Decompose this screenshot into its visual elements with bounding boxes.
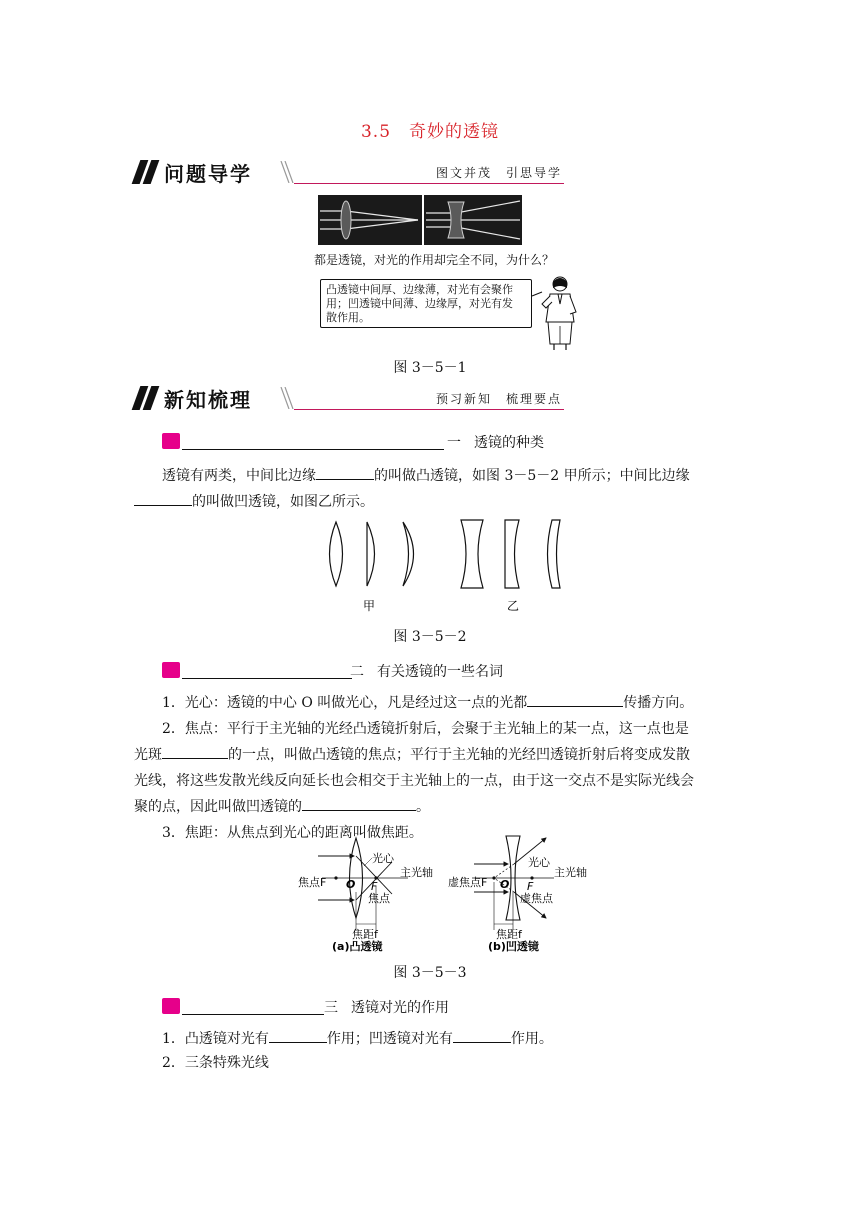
text: 1．光心：透镜的中心 O 叫做光心，凡是经过这一点的光都 bbox=[162, 695, 528, 711]
text: 2．焦点：平行于主光轴的光经凸透镜折射后，会聚于主光轴上的某一点，这一点也是 bbox=[162, 721, 689, 737]
label-optical-center: 光心 bbox=[372, 852, 394, 865]
label-focus-left: 焦点F bbox=[298, 876, 327, 889]
figure-caption: 图 3－5－3 bbox=[393, 965, 467, 981]
section-number: 三 bbox=[324, 1000, 338, 1016]
text: 聚的点，因此叫做凹透镜的 bbox=[134, 799, 302, 815]
section-banner-knowledge bbox=[134, 384, 564, 414]
section-marker bbox=[162, 662, 180, 678]
paragraph bbox=[134, 742, 690, 768]
paragraph bbox=[162, 463, 690, 489]
text: 1．凸透镜对光有 bbox=[162, 1031, 269, 1047]
caption-b: (b)凹透镜 bbox=[488, 940, 539, 953]
fill-in-blank[interactable] bbox=[527, 691, 623, 707]
bubble-line: 用；凹透镜中间薄、边缘厚，对光有发 bbox=[326, 297, 513, 310]
fill-in-blank[interactable] bbox=[302, 795, 416, 811]
text: 的叫做凹透镜，如图乙所示。 bbox=[192, 494, 374, 510]
text: 作用；凹透镜对光有 bbox=[326, 1031, 453, 1047]
label-o: O bbox=[346, 878, 356, 891]
caption-a: (a)凸透镜 bbox=[332, 940, 383, 953]
figure-question: 都是透镜，对光的作用却完全不同，为什么？ bbox=[314, 253, 555, 267]
section-title: 有关透镜的一些名词 bbox=[377, 664, 503, 680]
text: 传播方向。 bbox=[623, 695, 694, 711]
bubble-line: 散作用。 bbox=[326, 311, 370, 324]
concave-lens-diagram bbox=[448, 836, 587, 953]
label-principal-axis: 主光轴 bbox=[554, 866, 587, 879]
teacher-illustration bbox=[530, 274, 580, 352]
banner-double-slash-icon bbox=[280, 161, 294, 183]
label-o: O bbox=[500, 878, 510, 891]
section-underline bbox=[182, 449, 444, 450]
page-title: 3.5 奇妙的透镜 bbox=[360, 122, 500, 142]
label-f: F bbox=[371, 880, 378, 893]
speech-bubble bbox=[320, 279, 532, 328]
paragraph bbox=[134, 794, 430, 820]
figure-caption: 图 3－5－2 bbox=[393, 629, 467, 645]
banner-subtitle: 预习新知 梳理要点 bbox=[435, 392, 562, 406]
label-focus: 焦点 bbox=[368, 892, 390, 905]
text: 3．焦距：从焦点到光心的距离叫做焦距。 bbox=[162, 825, 423, 841]
section-underline bbox=[182, 678, 352, 679]
section-banner-problem bbox=[134, 158, 564, 188]
bubble-line: 凸透镜中间厚、边缘薄，对光有会聚作 bbox=[326, 283, 513, 296]
section-marker bbox=[162, 998, 180, 1014]
convex-lens-diagram bbox=[298, 838, 433, 953]
biconcave-lens bbox=[461, 520, 483, 588]
section-underline bbox=[182, 1014, 324, 1015]
paragraph bbox=[134, 768, 694, 794]
text: 光斑 bbox=[134, 747, 162, 763]
text: 透镜有两类，中间比边缘 bbox=[162, 468, 316, 484]
section-title: 透镜对光的作用 bbox=[351, 1000, 449, 1016]
fill-in-blank[interactable] bbox=[134, 490, 192, 506]
label-convex: 甲 bbox=[362, 599, 376, 613]
banner-title: 问题导学 bbox=[164, 162, 252, 186]
section-number: 一 bbox=[447, 435, 461, 451]
meniscus-concave-lens bbox=[548, 520, 561, 588]
fill-in-blank[interactable] bbox=[316, 464, 374, 480]
text: 2．三条特殊光线 bbox=[162, 1055, 269, 1071]
paragraph bbox=[162, 1026, 553, 1052]
banner-title: 新知梳理 bbox=[164, 388, 252, 412]
banner-rule bbox=[294, 409, 564, 410]
label-virtual-focus-left: 虚焦点F bbox=[448, 876, 488, 889]
fill-in-blank[interactable] bbox=[453, 1027, 511, 1043]
label-virtual-focus: 虚焦点 bbox=[520, 892, 553, 905]
label-concave: 乙 bbox=[506, 599, 520, 613]
paragraph bbox=[134, 489, 374, 515]
text: 的一点，叫做凸透镜的焦点；平行于主光轴的光经凹透镜折射后将变成发散 bbox=[228, 747, 690, 763]
banner-rule bbox=[294, 183, 564, 184]
banner-subtitle: 图文并茂 引思导学 bbox=[435, 166, 562, 180]
biconvex-lens bbox=[330, 522, 343, 586]
label-principal-axis: 主光轴 bbox=[400, 866, 433, 879]
label-focal-length: 焦距f bbox=[352, 928, 378, 941]
label-f: F bbox=[527, 880, 534, 893]
label-focal-length: 焦距f bbox=[496, 928, 522, 941]
fill-in-blank[interactable] bbox=[269, 1027, 327, 1043]
paragraph bbox=[162, 690, 693, 716]
lens-photo-figure bbox=[318, 195, 522, 245]
plano-concave-lens bbox=[505, 520, 519, 588]
meniscus-convex-lens bbox=[403, 522, 414, 586]
text: 光线，将这些发散光线反向延长也会相交于主光轴上的一点，由于这一交点不是实际光线会 bbox=[134, 773, 694, 789]
text: 作用。 bbox=[510, 1031, 553, 1047]
section-marker bbox=[162, 433, 180, 449]
banner-double-slash-icon bbox=[280, 387, 294, 409]
text: 。 bbox=[416, 799, 430, 815]
section-title: 透镜的种类 bbox=[474, 435, 544, 451]
lens-types-figure bbox=[320, 516, 570, 618]
text: 的叫做凸透镜，如图 3－5－2 甲所示；中间比边缘 bbox=[374, 468, 690, 484]
paragraph bbox=[162, 1050, 269, 1076]
label-optical-center: 光心 bbox=[528, 856, 550, 869]
fill-in-blank[interactable] bbox=[162, 743, 228, 759]
figure-caption: 图 3－5－1 bbox=[393, 360, 467, 376]
plano-convex-lens bbox=[367, 522, 375, 586]
focal-diagram-figure bbox=[296, 832, 596, 956]
section-number: 二 bbox=[350, 664, 364, 680]
paragraph bbox=[162, 716, 689, 742]
